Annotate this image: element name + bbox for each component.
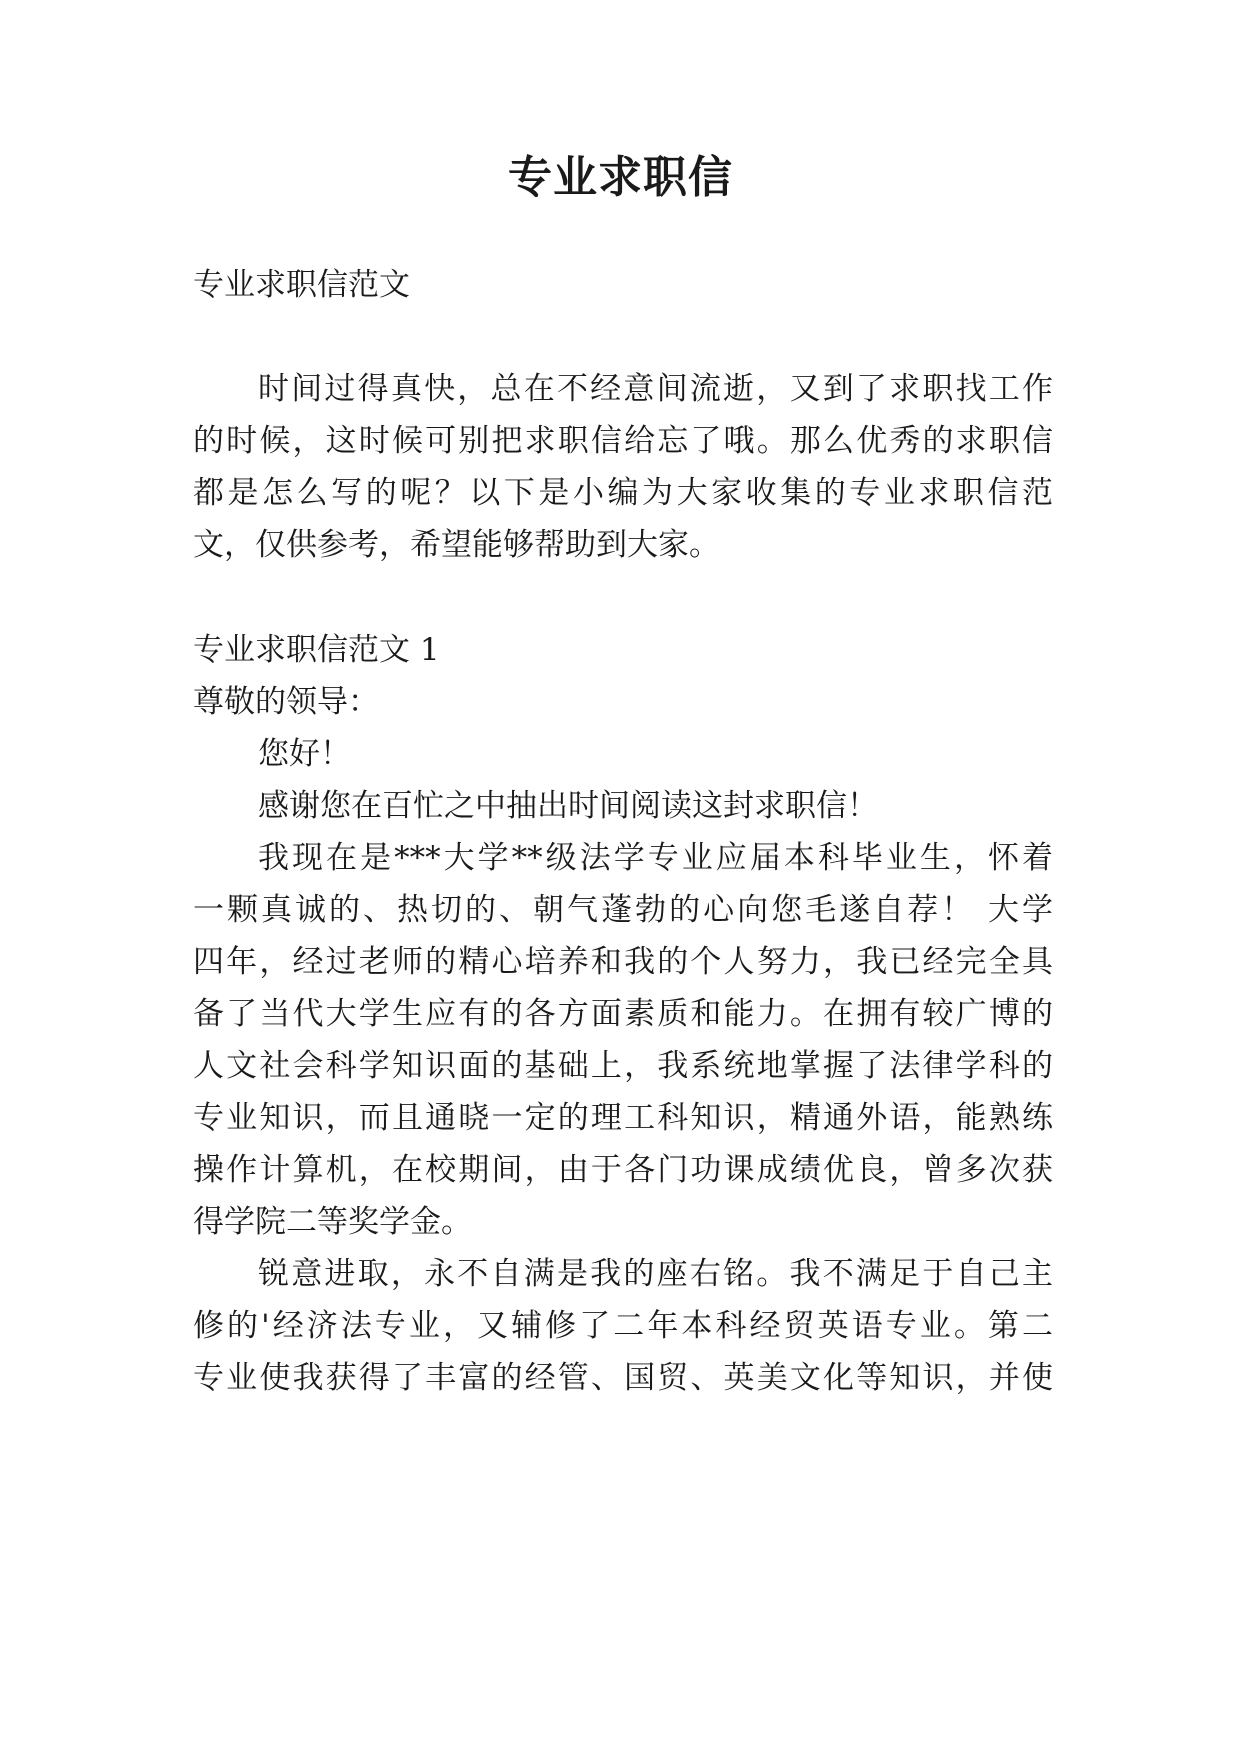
intro-line: 时间过得真快，总在不经意间流逝，又到了求职找工作: [258, 371, 1053, 407]
body-line: 一颗真诚的、热切的、朝气蓬勃的心向您毛遂自荐！ 大学: [193, 892, 1053, 928]
intro-line: 都是怎么写的呢？以下是小编为大家收集的专业求职信范: [193, 475, 1053, 511]
intro-line: 的时候，这时候可别把求职信给忘了哦。那么优秀的求职信: [193, 423, 1053, 459]
subtitle: 专业求职信范文: [193, 267, 410, 303]
salutation: 尊敬的领导：: [193, 684, 379, 720]
greeting: 您好！: [258, 736, 351, 772]
body-line: 四年，经过老师的精心培养和我的个人努力，我已经完全具: [193, 944, 1053, 980]
intro-line: 文，仅供参考，希望能够帮助到大家。: [193, 527, 720, 563]
body-line: 专业知识，而且通晓一定的理工科知识，精通外语，能熟练: [193, 1100, 1053, 1136]
body-line: 修的'经济法专业，又辅修了二年本科经贸英语专业。第二: [193, 1308, 1053, 1344]
body-line: 人文社会科学知识面的基础上，我系统地掌握了法律学科的: [193, 1048, 1053, 1084]
document-title: 专业求职信: [508, 152, 733, 203]
body-line: 专业使我获得了丰富的经管、国贸、英美文化等知识，并使: [193, 1360, 1053, 1396]
sample-heading: 专业求职信范文 1: [193, 632, 440, 668]
body-line: 我现在是***大学**级法学专业应届本科毕业生，怀着: [258, 840, 1053, 876]
thanks-line: 感谢您在百忙之中抽出时间阅读这封求职信！: [258, 788, 878, 824]
body-line: 备了当代大学生应有的各方面素质和能力。在拥有较广博的: [193, 996, 1053, 1032]
body-line: 得学院二等奖学金。: [193, 1204, 472, 1240]
body-line: 锐意进取，永不自满是我的座右铭。我不满足于自己主: [258, 1256, 1053, 1292]
body-line: 操作计算机，在校期间，由于各门功课成绩优良，曾多次获: [193, 1152, 1053, 1188]
